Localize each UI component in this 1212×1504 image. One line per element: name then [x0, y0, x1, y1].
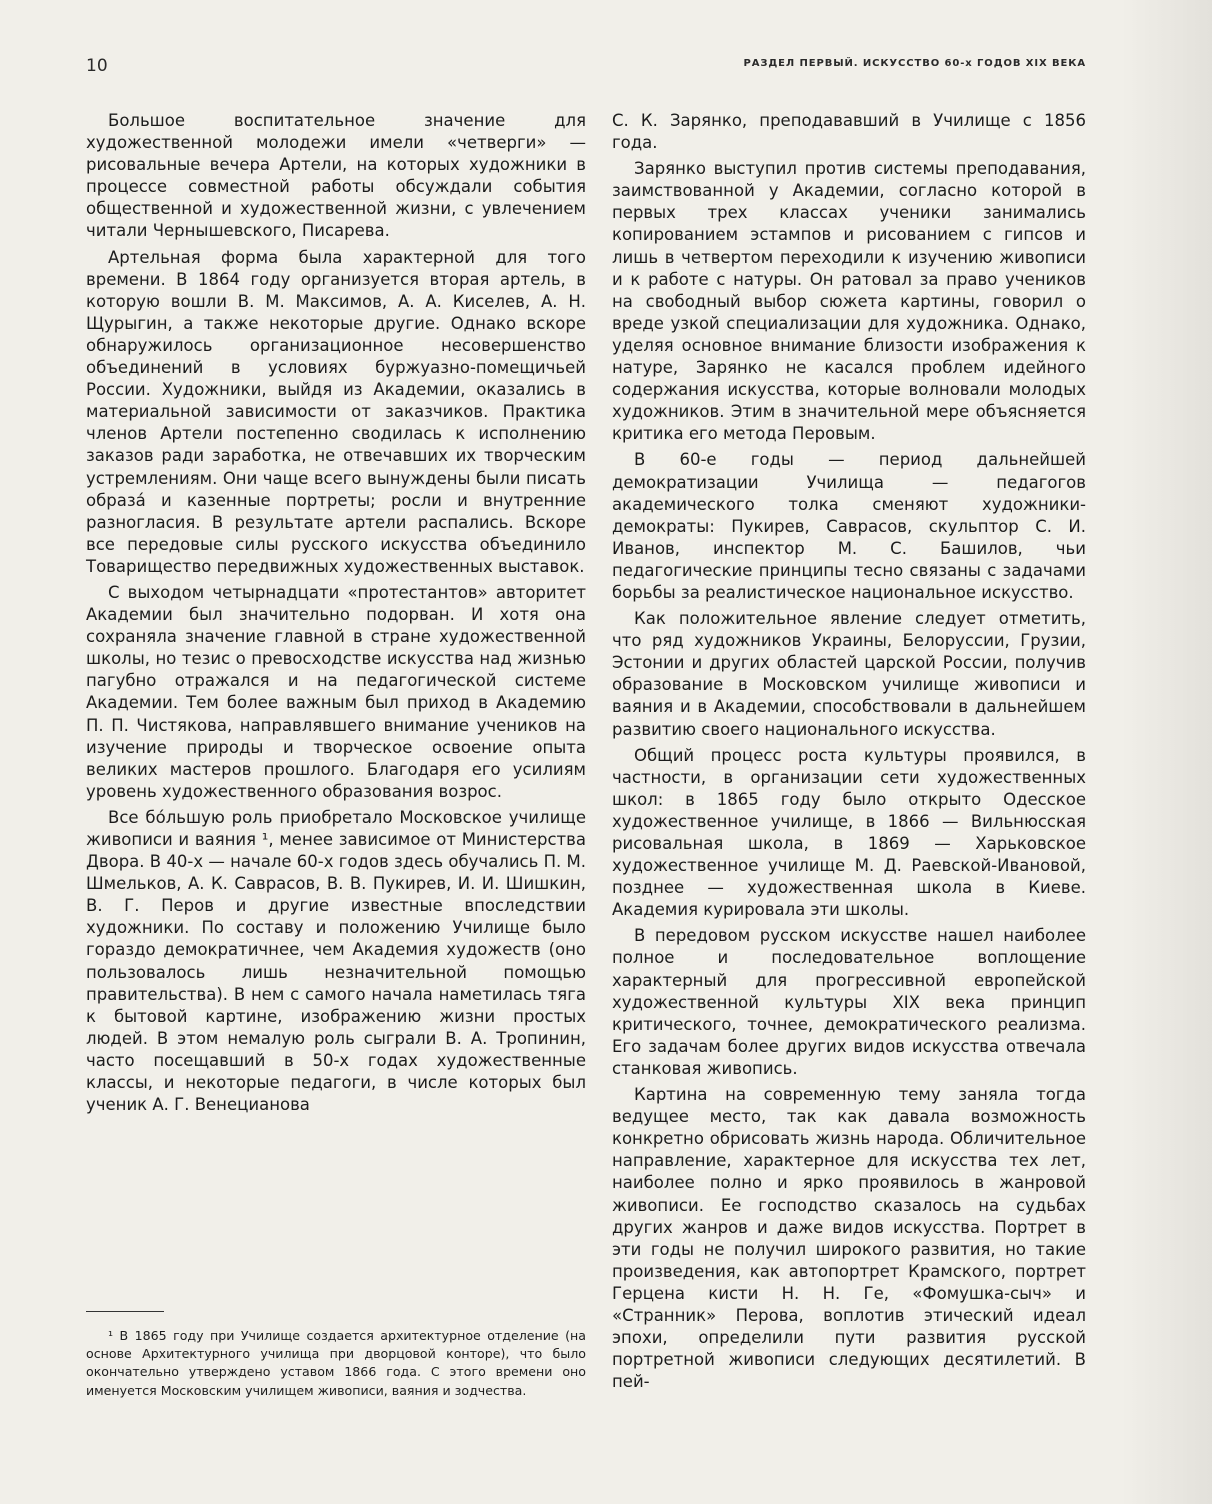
paragraph: С выходом четырнадцати «протестантов» авторитет Академии был значительно подорван. И хотя она сохраняла значение главной в стране художественной школы, но тезис о превосходстве искусства над жизнью пагубно отражался и на педагогической системе Академии. Тем более важным был приход в Академию П. П. Чистякова, направлявшего внимание учеников на изучение природы и творческое освоение опыта великих мастеров прошлого. Благодаря его усилиям уровень художественного образования возрос. [86, 582, 586, 801]
paragraph: Артельная форма была характерной для того времени. В 1864 году организуется вторая артель, в которую вошли В. М. Максимов, А. А. Киселев, А. Н. Щурыгин, а также некоторые другие. Однако вскоре обнаружилось организационное несовершенство объединений в условиях буржуазно-помещичьей России. Художники, выйдя из Академии, оказались в материальной зависимости от заказчиков. Практика членов Артели постепенно сводилась к исполнению заказов ради заработка, не отвечавших их творческим устремлениям. Они чаще всего вынуждены были писать образа́ и казенные портреты; росли и внутренние разногласия. В результате артели распались. Вскоре все передовые силы русского искусства объединило Товарищество передвижных художественных выставок. [86, 247, 586, 576]
paragraph: Как положительное явление следует отметить, что ряд художников Украины, Белоруссии, Грузии, Эстонии и других областей царской России, получив образование в Московском училище живописи и ваяния и в Академии, способствовали в дальнейшем развитию своего национального искусства. [612, 609, 1086, 739]
right-column [612, 110, 1086, 1393]
paragraph: Картина на современную тему заняла тогда ведущее место, так как давала возможность конкретно обрисовать жизнь народа. Обличительное направление, характерное для искусства тех лет, наиболее полно и ярко проявилось в жанровой живописи. Ее господство сказалось на судьбах других жанров и даже видов искусства. Портрет в эти годы не получил широкого развития, но такие произведения, как автопортрет Крамского, портрет Герцена кисти Н. Н. Ге, «Фомушка-сыч» и «Странник» Перова, воплотив этический идеал эпохи, определили пути развития русской портретной живописи следующих десятилетий. В пей- [612, 1085, 1086, 1392]
paragraph: Большое воспитательное значение для художественной молодежи имели «четверги» — рисовальные вечера Артели, на которых художники в процессе совместной работы обсуждали события общественной и художественной жизни, с увлечением читали Чернышевского, Писарева. [86, 111, 586, 241]
paragraph: Зарянко выступил против системы преподавания, заимствованной у Академии, согласно которой в первых трех классах ученики занимались копированием эстампов и рисованием с гипсов и лишь в четвертом переходили к изучению живописи и к работе с натуры. Он ратовал за право учеников на свободный выбор сюжета картины, говорил о вреде узкой специализации для художника. Однако, уделяя основное внимание близости изображения к натуре, Зарянко не касался проблем идейного содержания искусства, которые волновали молодых художников. Этим в значительной мере объясняется критика его метода Перовым. [612, 159, 1086, 444]
paragraph: В передовом русском искусстве нашел наиболее полное и последовательное воплощение характерный для прогрессивной европейской художественной культуры XIX века принцип критического, точнее, демократического реализма. Его задачам более других видов искусства отвечала станковая живопись. [612, 926, 1086, 1078]
running-header: РАЗДЕЛ ПЕРВЫЙ. ИСКУССТВО 60-х ГОДОВ XIX ВЕКА [743, 58, 1086, 69]
left-column [86, 110, 586, 1116]
page-edge-shadow [1122, 0, 1212, 1504]
footnote: ¹ В 1865 году при Училище создается архитектурное отделение (на основе Архитектурного училища при дворцовой конторе), что было окончательно утверждено уставом 1866 года. С этого времени оно именуется Московским училищем живописи, ваяния и зодчества. [86, 1328, 586, 1398]
paragraph-continuation: С. К. Зарянко, преподававший в Училище с 1856 года. [612, 111, 1086, 153]
footnote-rule [86, 1311, 164, 1312]
page-number: 10 [86, 56, 108, 76]
paragraph: Общий процесс роста культуры проявился, в частности, в организации сети художественных школ: в 1865 году было открыто Одесское художественное училище, в 1866 — Вильнюсская рисовальная школа, в 1869 — Харьковское художественное училище М. Д. Раевской-Ивановой, позднее — художественная школа в Киеве. Академия курировала эти школы. [612, 745, 1086, 920]
paragraph: В 60-е годы — период дальнейшей демократизации Училища — педагогов академического толка сменяют художники-демократы: Пукирев, Саврасов, скульптор С. И. Иванов, инспектор М. С. Башилов, чьи педагогические принципы тесно связаны с задачами борьбы за реалистическое национальное искусство. [612, 450, 1086, 602]
paragraph: Все бо́льшую роль приобретало Московское училище живописи и ваяния ¹, менее зависимое от Министерства Двора. В 40-х — начале 60-х годов здесь обучались П. М. Шмельков, А. К. Саврасов, В. В. Пукирев, И. И. Шишкин, В. Г. Перов и другие известные впоследствии художники. По составу и положению Училище было гораздо демократичнее, чем Академия художеств (оно пользовалось лишь незначительной помощью правительства). В нем с самого начала наметилась тяга к бытовой картине, изображению жизни простых людей. В этом немалую роль сыграли В. А. Тропинин, часто посещавший в 50-х годах художественные классы, и некоторые педагоги, в числе которых был ученик А. Г. Венецианова [86, 807, 586, 1115]
